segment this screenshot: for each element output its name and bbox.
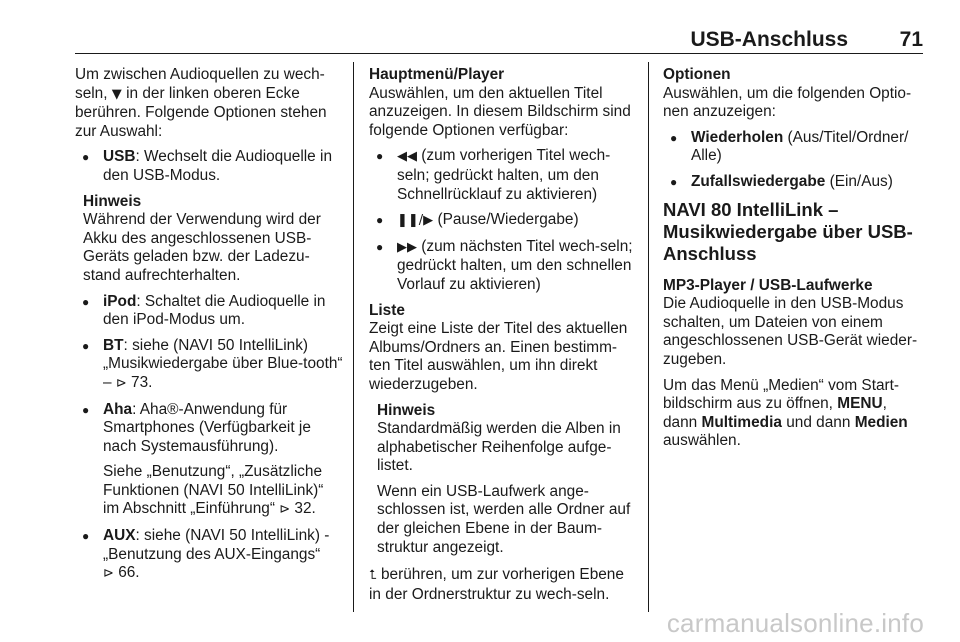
- options-list: [663, 129, 925, 192]
- aha-see-also: Siehe „Benutzung“, „Zusätzliche Funktionen (NAVI 50 IntelliLink)“ im Abschnitt „Einführung“ ⊳ 32.: [103, 463, 324, 518]
- back-arrow-icon: ⮤: [369, 568, 377, 584]
- mp3-heading: MP3-Player / USB-Laufwerke: [663, 276, 873, 294]
- triangle-down-icon: ▼: [111, 86, 122, 102]
- list-item-bt: ● BT: siehe (NAVI 50 IntelliLink) „Musikwiedergabe über Blue-tooth“ – ⊳ 73.: [75, 337, 343, 394]
- list-item-aha: ● Aha: Aha®-Anwendung für Smartphones (Verfügbarkeit je nach Systemausführung). Siehe „Benutzung“, „Zusätzliche Funktionen (NAVI 50 IntelliLink)“ im Abschnitt „Einführung“ ⊳ 32.: [75, 401, 343, 521]
- list-item-usb: ● USB: Wechselt die Audioquelle in den USB-Modus.: [75, 148, 343, 185]
- list-item-repeat: ● Wiederholen (Aus/Titel/Ordner/ Alle): [663, 129, 925, 166]
- column-divider-1: [353, 62, 354, 612]
- column-2: [369, 66, 635, 611]
- list-item-aux: ● AUX: siehe (NAVI 50 IntelliLink) - „Benutzung des AUX-Eingangs“ ⊳ 66.: [75, 527, 343, 584]
- mp3-text: Die Audioquelle in den USB-Modus schalten, um Dateien von einem angeschlossenen USB-Gerät wieder-zugeben.: [663, 295, 918, 368]
- liste-heading: Liste: [369, 301, 405, 319]
- page-ref-icon: ⊳: [279, 502, 291, 518]
- list-item-pause: ● ❚❚/▶ (Pause/Wiedergabe): [369, 211, 635, 231]
- header-rule: [75, 53, 923, 54]
- list-item-next: ● ▶▶ (zum nächsten Titel wech-seln; gedrückt halten, um den schnellen Vorlauf zu aktivieren): [369, 238, 635, 295]
- note-text-1: Standardmäßig werden die Alben in alphabetischer Reihenfolge aufge-listet.: [377, 420, 621, 475]
- page-ref-icon: ⊳: [103, 566, 114, 582]
- intro-paragraph: Um zwischen Audioquellen zu wech-seln, ▼ in der linken oberen Ecke berühren. Folgende Optionen stehen zur Auswahl:: [75, 66, 327, 140]
- note-heading: Hinweis: [377, 401, 436, 419]
- note-box-1: [75, 193, 343, 286]
- player-options-list: [369, 147, 635, 294]
- menu-instructions: Um das Menü „Medien“ vom Start-bildschirm aus zu öffnen, MENU, dann Multimedia und dann Medien auswählen.: [663, 376, 908, 450]
- section-heading: NAVI 80 IntelliLink – Musikwiedergabe über USB-Anschluss: [663, 198, 913, 264]
- page-ref-icon: ⊳: [115, 375, 127, 391]
- note-heading: Hinweis: [83, 192, 142, 210]
- page-number: 71: [899, 28, 923, 51]
- note-text-2: Wenn ein USB-Laufwerk ange-schlossen ist, werden alle Ordner auf der gleichen Ebene in der Baum-struktur angezeigt.: [377, 482, 631, 556]
- back-paragraph: ⮤ berühren, um zur vorherigen Ebene in der Ordnerstruktur zu wech-seln.: [369, 566, 624, 603]
- watermark: carmanualsonline.info: [666, 608, 924, 638]
- list-item-ipod: ● iPod: Schaltet die Audioquelle in den iPod-Modus um.: [75, 293, 343, 330]
- list-item-previous: ● ◀◀ (zum vorherigen Titel wech-seln; gedrückt halten, um den Schnellrücklauf zu aktivieren): [369, 147, 635, 204]
- note-text: Während der Verwendung wird der Akku des angeschlossenen USB-Geräts geladen bzw. der Ladezu-stand aufrechterhalten.: [83, 211, 321, 284]
- column-3: [663, 66, 925, 458]
- fast-forward-icon: ▶▶: [397, 239, 417, 255]
- rewind-icon: ◀◀: [397, 149, 417, 165]
- pause-play-icon: ❚❚/▶: [397, 213, 434, 229]
- liste-text: Zeigt eine Liste der Titel des aktuellen Albums/Ordners an. Einen bestimm-ten Titel auswählen, um ihn direkt wiederzugeben.: [369, 320, 628, 393]
- menu-text: Auswählen, um den aktuellen Titel anzuzeigen. In diesem Bildschirm sind folgende Optionen verfügbar:: [369, 84, 631, 139]
- column-1: [75, 66, 343, 591]
- note-box-2: [369, 402, 635, 558]
- column-divider-2: [648, 62, 649, 612]
- page-title: USB-Anschluss: [690, 28, 848, 51]
- options-text: Auswählen, um die folgenden Optio-nen anzuzeigen:: [663, 84, 912, 121]
- options-heading: Optionen: [663, 66, 731, 83]
- menu-heading: Hauptmenü/Player: [369, 66, 505, 83]
- source-list-2: [75, 293, 343, 584]
- list-item-shuffle: ● Zufallswiedergabe (Ein/Aus): [663, 173, 925, 192]
- source-list: [75, 148, 343, 185]
- page-header: [75, 22, 923, 54]
